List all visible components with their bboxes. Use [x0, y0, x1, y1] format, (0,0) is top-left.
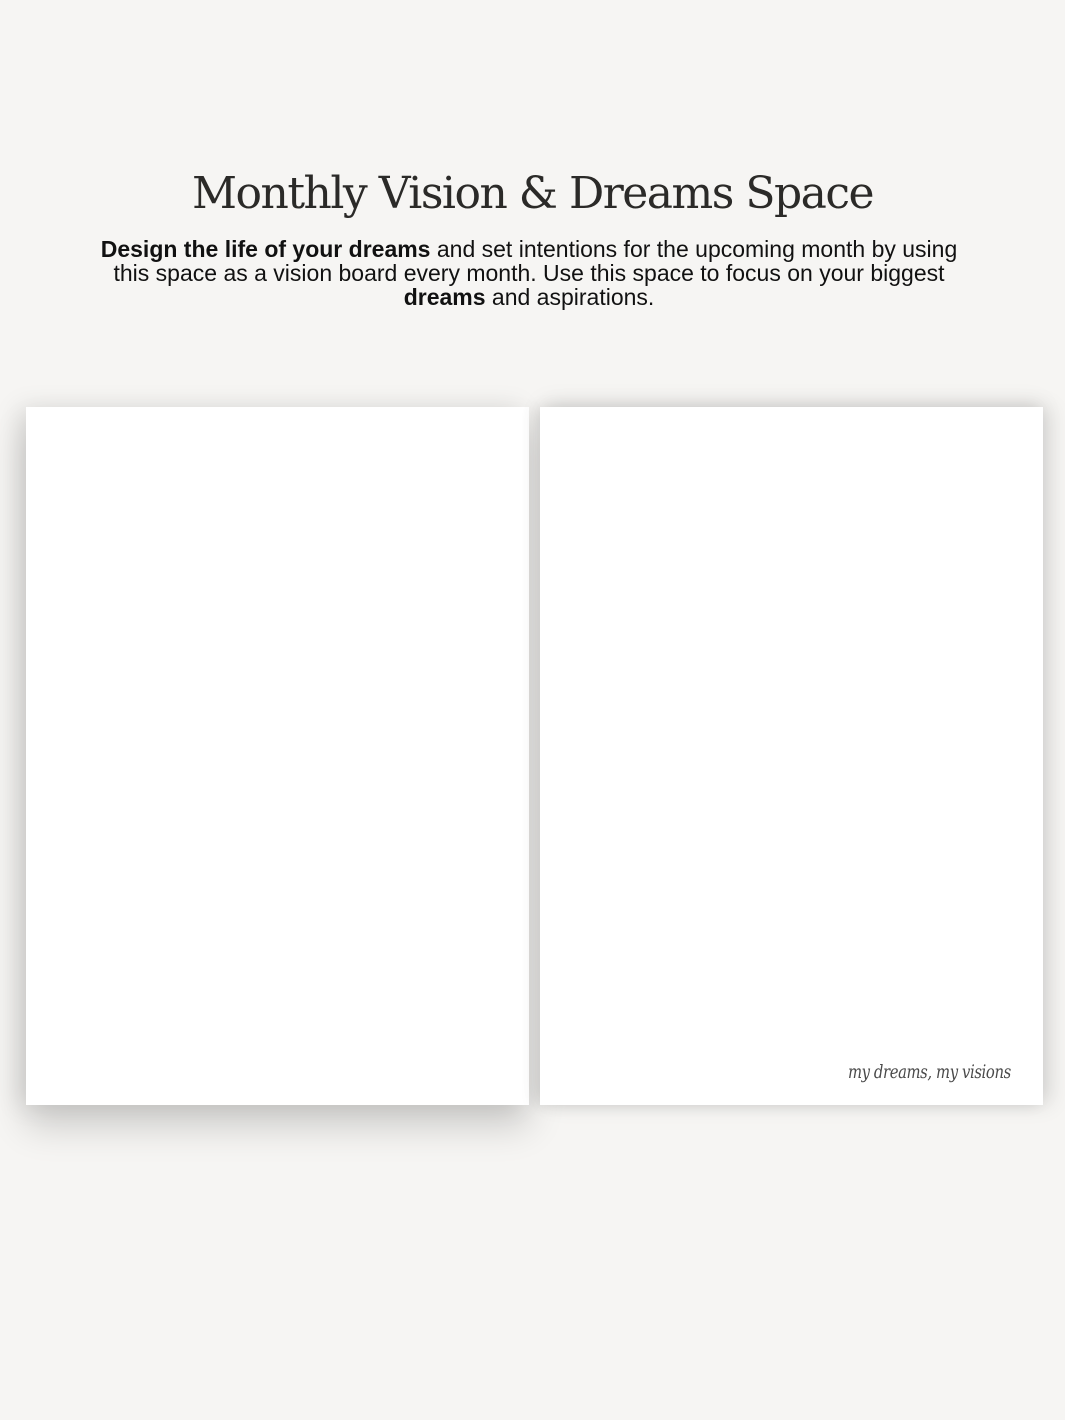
intro-text-part-1: and set intentions for the upcoming month by using this space as a vision board every month. Use this space to focus on your biggest	[113, 236, 958, 286]
handwritten-signature: my dreams, my visions	[848, 1061, 1011, 1083]
intro-text-part-2: and aspirations.	[485, 284, 655, 310]
intro-bold-lead: Design the life of your dreams	[100, 236, 431, 262]
page-title: Monthly Vision & Dreams Space	[191, 168, 874, 219]
intro-text	[100, 237, 958, 309]
right-vision-page	[540, 407, 1043, 1105]
intro-bold-word: dreams	[403, 284, 486, 310]
left-vision-page	[26, 407, 529, 1105]
